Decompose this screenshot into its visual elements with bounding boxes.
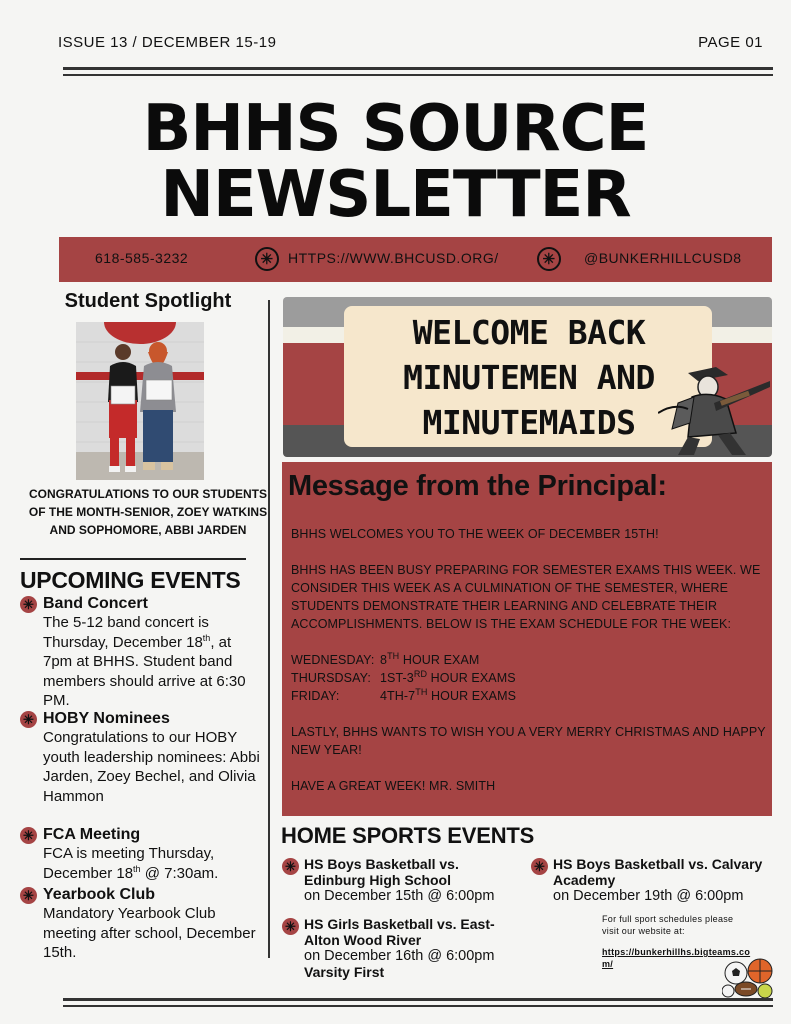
issue-label: ISSUE 13 / DECEMBER 15-19 — [58, 34, 277, 51]
page-number: PAGE 01 — [698, 34, 763, 51]
sport-event-item — [531, 856, 771, 904]
home-sports-title: HOME SPORTS EVENTS — [281, 823, 535, 848]
event-body: FCA is meeting Thursday, December 18th @ 7:30am. — [43, 845, 219, 882]
minuteman-mascot-icon — [658, 363, 770, 455]
upcoming-events-title: UPCOMING EVENTS — [20, 567, 241, 593]
title-line-2: NEWSLETTER — [160, 158, 631, 232]
event-body: Mandatory Yearbook Club meeting after school, December 15th. — [43, 905, 256, 961]
sport-event-note: Varsity First — [304, 964, 385, 980]
event-heading: HOBY Nominees — [43, 710, 170, 727]
sports-schedule-note: For full sport schedules please visit our website at: https://bunkerhillhs.bigteams.com/ — [602, 914, 751, 969]
sports-schedule-link[interactable]: https://bunkerhillhs.bigteams.com/ — [602, 947, 751, 969]
event-body: Congratulations to our HOBY youth leadership nominees: Abbi Jarden, Zoey Bechel, and Olivia Hammon — [43, 729, 260, 805]
contact-bar — [59, 237, 772, 282]
sport-event-date: on December 19th @ 6:00pm — [553, 888, 744, 904]
exam-schedule — [291, 651, 516, 705]
sport-event-date: on December 16th @ 6:00pm — [304, 948, 495, 964]
spotlight-photo — [76, 322, 204, 480]
students-photo-illustration — [76, 322, 204, 480]
asterisk-bullet-icon: ✳ — [20, 887, 37, 904]
sport-event-item — [282, 916, 522, 980]
spotlight-title: Student Spotlight — [64, 290, 232, 312]
asterisk-bullet-icon: ✳ — [20, 711, 37, 728]
event-item-hoby-nominees — [20, 709, 260, 806]
principal-message-body — [291, 525, 773, 813]
event-heading: Band Concert — [43, 595, 148, 612]
event-heading: FCA Meeting — [43, 826, 141, 843]
event-heading: Yearbook Club — [43, 886, 156, 903]
message-paragraph: BHHS HAS BEEN BUSY PREPARING FOR SEMESTER EXAMS THIS WEEK. WE CONSIDER THIS WEEK AS A CULMINATION OF THE SEMESTER, WHERE STUDENTS DEMONSTRATE THEIR LEARNING AND CELEBRATE THEIR ACCOMPLISHMENTS. BELOW IS THE EXAM SCHEDULE FOR THE WEEK: — [291, 563, 761, 631]
event-item-band-concert — [20, 594, 260, 711]
welcome-banner — [283, 297, 772, 457]
schedule-row: WEDNESDAY: 8TH HOUR EXAM — [291, 650, 480, 667]
title-line-1: BHHS SOURCE — [142, 92, 649, 166]
bottom-divider — [63, 998, 773, 1007]
spotlight-caption: CONGRATULATIONS TO OUR STUDENTS OF THE MONTH-SENIOR, ZOEY WATKINS AND SOPHOMORE, ABBI JARDEN — [28, 487, 268, 537]
event-item-yearbook-club — [20, 885, 260, 963]
website-link[interactable]: HTTPS://WWW.BHCUSD.ORG/ — [288, 250, 499, 266]
schedule-row: THURSDSAY: 1ST-3RD HOUR EXAMS — [291, 668, 516, 685]
sport-event-item — [282, 856, 522, 904]
column-divider — [268, 300, 270, 958]
sport-event-title: HS Boys Basketball vs. Edinburg High School — [304, 856, 459, 888]
phone-number: 618-585-3232 — [95, 250, 189, 266]
asterisk-bullet-icon: ✳ — [282, 858, 299, 875]
message-paragraph: BHHS WELCOMES YOU TO THE WEEK OF DECEMBER 15TH! — [291, 527, 659, 541]
asterisk-icon: ✳ — [255, 247, 279, 271]
spotlight-divider — [20, 558, 246, 560]
asterisk-bullet-icon: ✳ — [531, 858, 548, 875]
message-signoff: HAVE A GREAT WEEK! MR. SMITH — [291, 779, 496, 793]
event-body: The 5-12 band concert is Thursday, December 18th, at 7pm at BHHS. Student band members should arrive at 6:30 PM. — [43, 614, 246, 709]
sport-event-title: HS Boys Basketball vs. Calvary Academy — [553, 856, 763, 888]
asterisk-bullet-icon: ✳ — [282, 918, 299, 935]
asterisk-icon: ✳ — [537, 247, 561, 271]
message-paragraph: LASTLY, BHHS WANTS TO WISH YOU A VERY MERRY CHRISTMAS AND HAPPY NEW YEAR! — [291, 725, 766, 757]
sports-balls-icon — [722, 957, 774, 999]
event-item-fca-meeting — [20, 825, 260, 883]
top-divider — [63, 67, 773, 76]
principal-message-title: Message from the Principal: — [288, 470, 667, 502]
schedule-row: FRIDAY: 4TH-7TH HOUR EXAMS — [291, 686, 517, 703]
sport-event-title: HS Girls Basketball vs. East-Alton Wood River — [304, 916, 495, 948]
social-handle[interactable]: @BUNKERHILLCUSD8 — [584, 250, 742, 266]
newsletter-title — [0, 92, 791, 232]
sport-event-date: on December 15th @ 6:00pm — [304, 888, 495, 904]
asterisk-bullet-icon: ✳ — [20, 827, 37, 844]
asterisk-bullet-icon: ✳ — [20, 596, 37, 613]
banner-text: WELCOME BACK MINUTEMEN AND MINUTEMAIDS — [403, 313, 655, 442]
